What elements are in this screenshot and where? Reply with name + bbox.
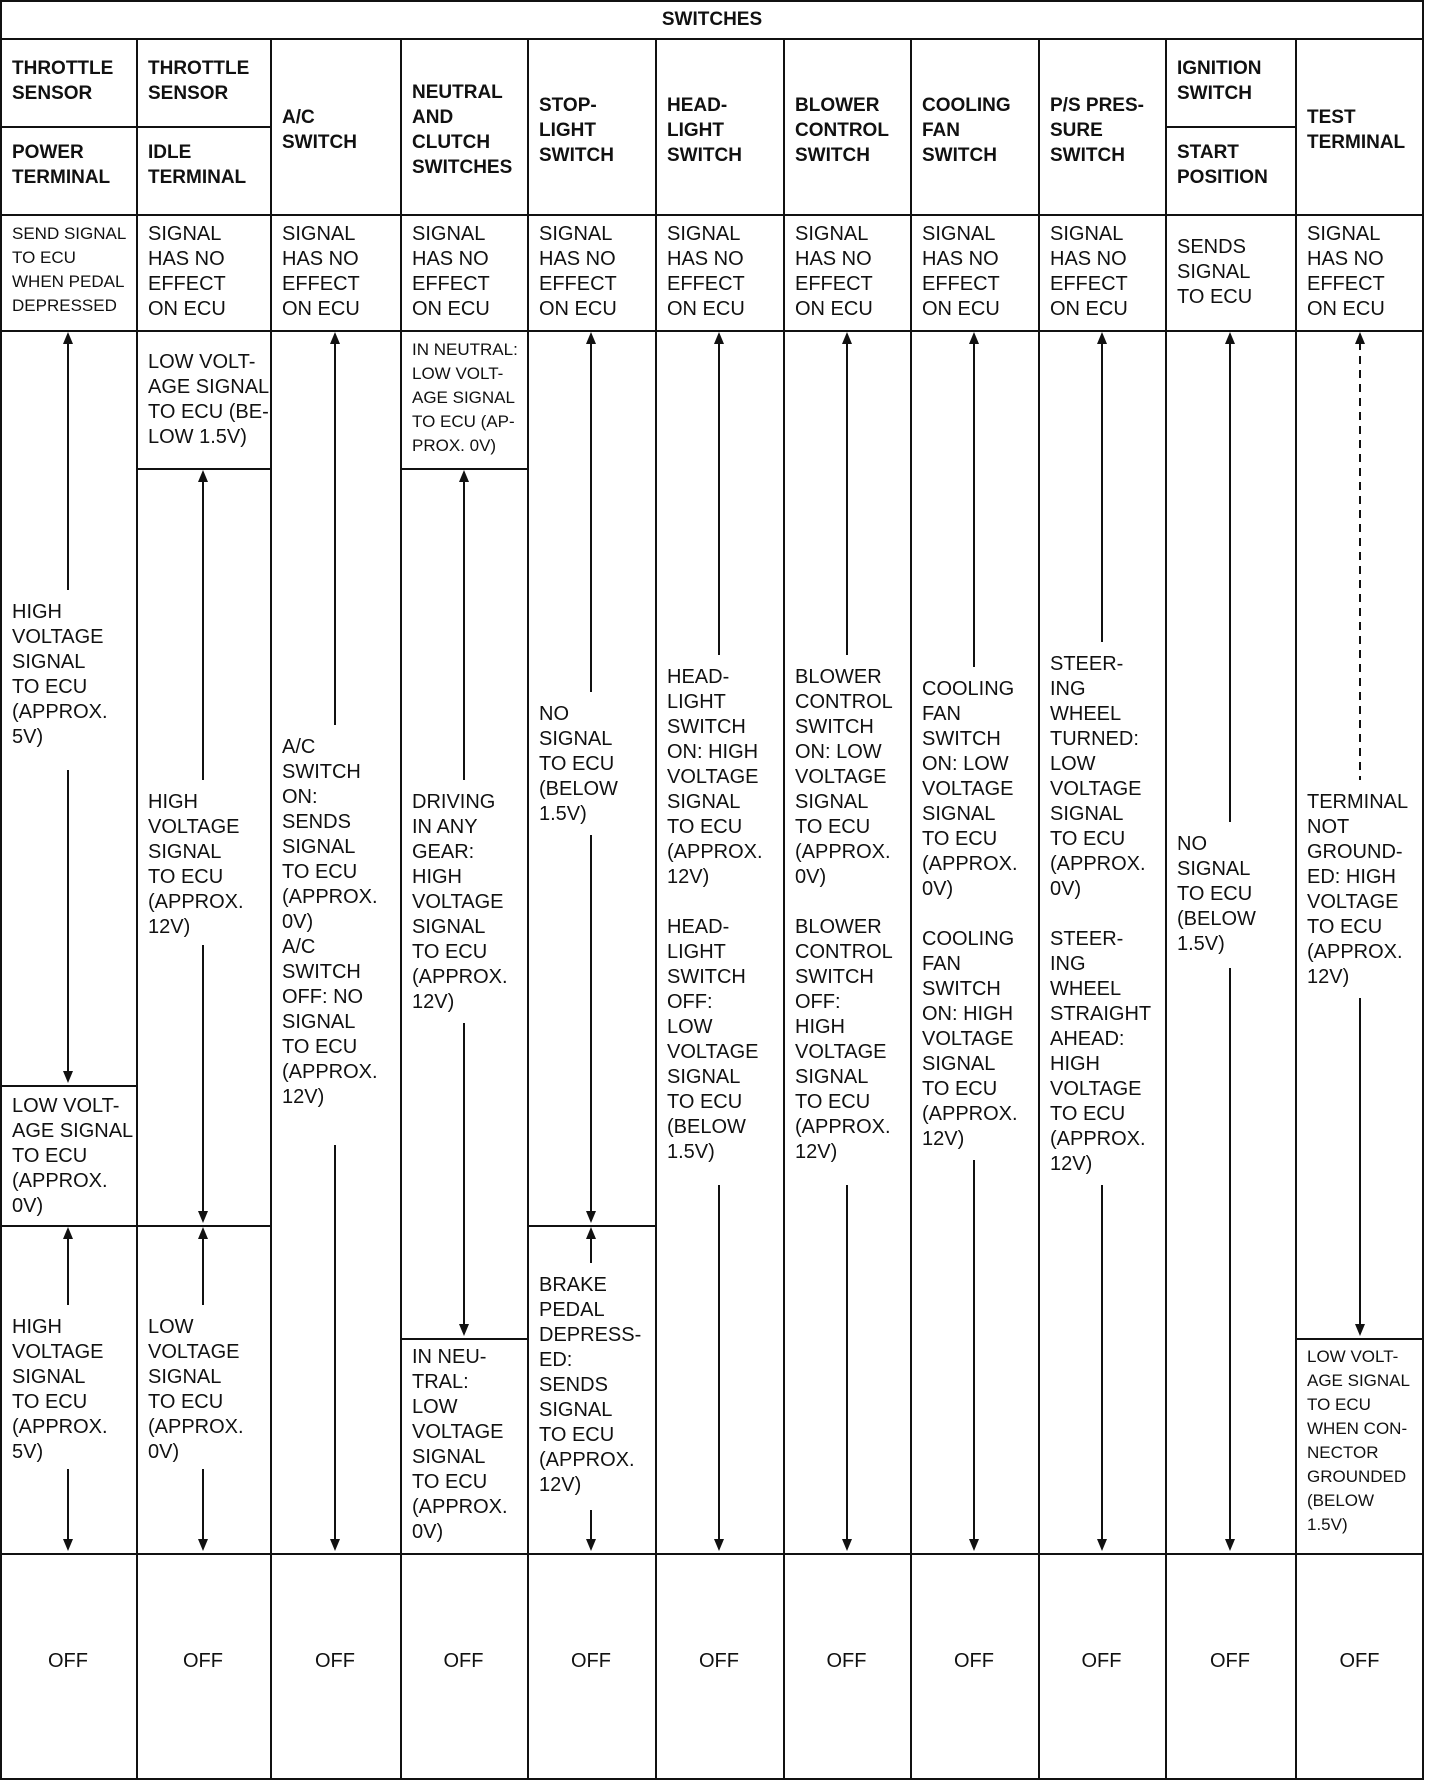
signal-text: LOW VOLT- AGE SIGNAL TO ECU (APPROX. 0V) xyxy=(12,1095,134,1217)
column-header: STOP- LIGHT SWITCH xyxy=(539,94,614,166)
status-off: OFF xyxy=(571,1650,611,1672)
header-subdivider xyxy=(1165,126,1295,128)
effect-text: SIGNAL HAS NO EFFECT ON ECU xyxy=(412,223,490,320)
column-header: NEUTRAL AND CLUTCH SWITCHES xyxy=(412,82,513,178)
column-header: TEST TERMINAL xyxy=(1307,107,1406,153)
column-header: THROTTLE SENSOR xyxy=(12,58,114,104)
column-divider xyxy=(527,38,529,1780)
arrow-down-icon xyxy=(712,1185,726,1551)
column-subheader: IDLE TERMINAL xyxy=(148,142,247,188)
arrow-up-icon xyxy=(61,1227,75,1305)
status-off: OFF xyxy=(699,1650,739,1672)
column-divider xyxy=(1038,38,1040,1780)
signal-text: BLOWER CONTROL SWITCH ON: LOW VOLTAGE SIGNAL TO ECU (APPROX. 0V) BLOWER CONTROL SWITCH OFF: HIGH VOLTAGE SIGNAL TO ECU (APPROX. 12V) xyxy=(795,666,893,1163)
effect-text: SIGNAL HAS NO EFFECT ON ECU xyxy=(1307,223,1385,320)
effect-text: SIGNAL HAS NO EFFECT ON ECU xyxy=(795,223,873,320)
arrow-down-icon xyxy=(584,1510,598,1551)
status-off: OFF xyxy=(1081,1650,1122,1672)
column-divider xyxy=(270,38,272,1780)
status-off: OFF xyxy=(1210,1650,1250,1672)
arrow-down-icon xyxy=(196,945,210,1223)
arrow-down-icon xyxy=(61,770,75,1083)
status-off: OFF xyxy=(826,1650,867,1672)
cell-divider xyxy=(0,1085,136,1087)
arrow-up-icon xyxy=(196,470,210,780)
arrow-up-icon xyxy=(840,332,854,655)
effect-text: SIGNAL HAS NO EFFECT ON ECU xyxy=(539,223,617,320)
arrow-up-icon xyxy=(967,332,981,667)
signal-text: IN NEU- TRAL: LOW VOLTAGE SIGNAL TO ECU (APPROX. 0V) xyxy=(412,1346,508,1543)
arrow-down-icon xyxy=(1223,968,1237,1551)
effect-text: SIGNAL HAS NO EFFECT ON ECU xyxy=(282,223,360,320)
status-off: OFF xyxy=(315,1650,355,1672)
column-divider xyxy=(400,38,402,1780)
arrow-up-icon xyxy=(584,1227,598,1263)
arrow-up-icon xyxy=(712,332,726,655)
column-header: A/C SWITCH xyxy=(282,107,357,153)
column-divider xyxy=(910,38,912,1780)
column-header: P/S PRES- SURE SWITCH xyxy=(1050,94,1144,166)
effect-text: SIGNAL HAS NO EFFECT ON ECU xyxy=(922,223,1000,320)
signal-text: HIGH VOLTAGE SIGNAL TO ECU (APPROX. 5V) xyxy=(12,601,108,748)
signal-text: NO SIGNAL TO ECU (BELOW 1.5V) xyxy=(1177,833,1256,955)
signal-text: NO SIGNAL TO ECU (BELOW 1.5V) xyxy=(539,703,618,825)
arrow-down-icon xyxy=(457,1023,471,1336)
status-divider xyxy=(0,1553,1424,1555)
signal-text: STEER- ING WHEEL TURNED: LOW VOLTAGE SIGNAL TO ECU (APPROX. 0V) STEER- ING WHEEL STRAIGHT AHEAD: HIGH VOLTAGE TO ECU (APPROX. 12V) xyxy=(1050,653,1152,1175)
header-subdivider xyxy=(136,126,270,128)
header-subdivider xyxy=(0,126,136,128)
arrow-up-icon xyxy=(457,470,471,780)
arrow-down-icon xyxy=(328,1145,342,1551)
arrow-down-icon xyxy=(967,1160,981,1551)
cell-divider xyxy=(400,1338,527,1340)
signal-text: IN NEUTRAL: LOW VOLT- AGE SIGNAL TO ECU (AP- PROX. 0V) xyxy=(412,340,518,455)
column-header: IGNITION SWITCH xyxy=(1177,58,1262,104)
signal-text: COOLING FAN SWITCH ON: LOW VOLTAGE SIGNAL TO ECU (APPROX. 0V) COOLING FAN SWITCH ON: HIGH VOLTAGE SIGNAL TO ECU (APPROX. 12V) xyxy=(922,678,1018,1150)
column-header: BLOWER CONTROL SWITCH xyxy=(795,94,889,166)
chart-title: SWITCHES xyxy=(661,9,763,30)
signal-text: LOW VOLT- AGE SIGNAL TO ECU WHEN CON- NECTOR GROUNDED (BELOW 1.5V) xyxy=(1307,1347,1410,1534)
arrow-up-icon xyxy=(1223,332,1237,822)
header-divider xyxy=(0,214,1424,216)
column-subheader: POWER TERMINAL xyxy=(12,142,111,188)
arrow-up-icon xyxy=(584,332,598,692)
arrow-down-icon xyxy=(1095,1185,1109,1551)
arrow-down-icon xyxy=(61,1469,75,1551)
arrow-down-icon xyxy=(1353,998,1367,1336)
column-subheader: START POSITION xyxy=(1177,142,1268,188)
arrow-up-icon xyxy=(1095,332,1109,642)
signal-text: TERMINAL NOT GROUND- ED: HIGH VOLTAGE TO ECU (APPROX. 12V) xyxy=(1307,791,1409,988)
column-divider xyxy=(783,38,785,1780)
signal-text: LOW VOLT- AGE SIGNAL TO ECU (BE- LOW 1.5V) xyxy=(148,351,270,448)
arrow-up-icon xyxy=(328,332,342,725)
arrow-down-icon xyxy=(584,835,598,1223)
title-divider xyxy=(0,38,1424,40)
effect-text: SENDS SIGNAL TO ECU xyxy=(1177,235,1253,308)
status-off: OFF xyxy=(48,1650,88,1672)
column-divider xyxy=(1295,38,1297,1780)
effect-text: SEND SIGNAL TO ECU WHEN PEDAL DEPRESSED xyxy=(12,224,127,315)
arrow-up-icon xyxy=(1353,332,1367,780)
status-off: OFF xyxy=(1339,1650,1380,1672)
signal-text: DRIVING IN ANY GEAR: HIGH VOLTAGE SIGNAL TO ECU (APPROX. 12V) xyxy=(412,791,508,1013)
status-off: OFF xyxy=(183,1650,223,1672)
effect-text: SIGNAL HAS NO EFFECT ON ECU xyxy=(148,223,226,320)
column-divider xyxy=(655,38,657,1780)
column-header: COOLING FAN SWITCH xyxy=(922,94,1011,166)
signal-text: HIGH VOLTAGE SIGNAL TO ECU (APPROX. 5V) xyxy=(12,1316,108,1463)
status-off: OFF xyxy=(443,1650,484,1672)
effect-text: SIGNAL HAS NO EFFECT ON ECU xyxy=(667,223,745,320)
arrow-down-icon xyxy=(840,1185,854,1551)
arrow-up-icon xyxy=(61,332,75,590)
signal-text: BRAKE PEDAL DEPRESS- ED: SENDS SIGNAL TO ECU (APPROX. 12V) xyxy=(539,1274,642,1496)
column-header: HEAD- LIGHT SWITCH xyxy=(667,94,742,166)
arrow-down-icon xyxy=(196,1469,210,1551)
column-header: THROTTLE SENSOR xyxy=(148,58,250,104)
effect-text: SIGNAL HAS NO EFFECT ON ECU xyxy=(1050,223,1128,320)
signal-text: LOW VOLTAGE SIGNAL TO ECU (APPROX. 0V) xyxy=(148,1316,244,1463)
signal-text: HEAD- LIGHT SWITCH ON: HIGH VOLTAGE SIGNAL TO ECU (APPROX. 12V) HEAD- LIGHT SWITCH OFF: LOW VOLTAGE SIGNAL TO ECU (BELOW 1.5V) xyxy=(667,666,763,1163)
signal-text: A/C SWITCH ON: SENDS SIGNAL TO ECU (APPROX. 0V) A/C SWITCH OFF: NO SIGNAL TO ECU (APPROX. 12V) xyxy=(282,736,378,1108)
signal-text: HIGH VOLTAGE SIGNAL TO ECU (APPROX. 12V) xyxy=(148,791,244,938)
column-divider xyxy=(136,38,138,1780)
cell-divider xyxy=(1295,1338,1424,1340)
status-off: OFF xyxy=(954,1650,994,1672)
column-divider xyxy=(1165,38,1167,1780)
arrow-up-icon xyxy=(196,1227,210,1305)
